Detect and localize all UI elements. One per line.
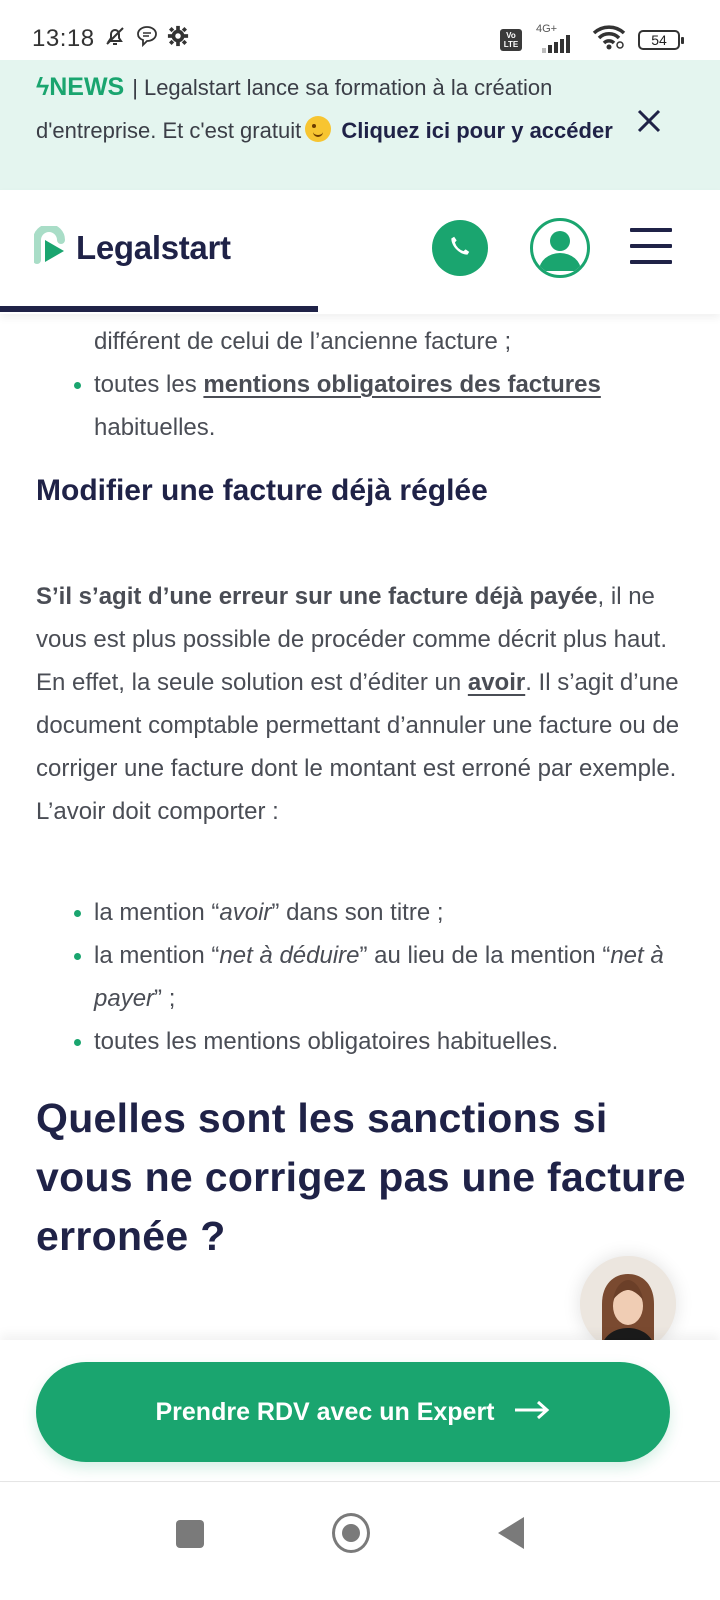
section-heading: Quelles sont les sanctions si vous ne corrigez pas une facture erronée ? — [36, 1095, 686, 1259]
logo[interactable] — [34, 226, 231, 269]
legalstart-logo-icon — [34, 226, 68, 269]
section-subheading: Modifier une facture déjà réglée — [36, 474, 488, 507]
back-icon[interactable] — [498, 1517, 524, 1549]
article-content — [36, 320, 686, 1266]
news-text: Legalstart lance sa formation à la création d'entreprise. Et c'est gratuit — [36, 75, 553, 143]
cta-bar — [0, 1340, 720, 1482]
avoir-link[interactable]: avoir — [467, 669, 526, 696]
volte-icon: Vo LTE — [500, 29, 522, 51]
system-navigation-bar — [0, 1483, 720, 1600]
book-appointment-button[interactable]: Prendre RDV avec un Expert — [36, 1362, 670, 1462]
list-continuation — [36, 320, 686, 449]
reading-progress-bar — [0, 306, 318, 312]
arrow-right-icon — [513, 1398, 551, 1427]
wink-emoji-icon — [305, 116, 331, 142]
battery-indicator: 54 — [638, 30, 680, 50]
settings-icon — [167, 25, 189, 52]
status-time: 13:18 — [32, 24, 95, 52]
news-banner[interactable] — [0, 60, 720, 190]
lightning-icon: ϟ — [36, 73, 50, 101]
cellular-signal-icon: 4G+ — [534, 27, 580, 53]
message-icon — [135, 24, 159, 53]
phone-icon — [447, 233, 473, 264]
close-icon[interactable] — [634, 106, 664, 136]
news-tag: ϟNEWS — [36, 73, 125, 101]
list-item: toutes les mentions obligatoires habituelles. — [36, 1020, 686, 1063]
list-item: différent de celui de l’ancienne facture ; — [94, 328, 512, 355]
home-icon[interactable] — [332, 1513, 370, 1553]
list-item: toutes les mentions obligatoires des factures habituelles. — [36, 363, 686, 449]
phone-button[interactable] — [432, 220, 488, 276]
list-item: la mention “avoir” dans son titre ; — [36, 891, 686, 934]
notifications-muted-icon — [103, 24, 127, 53]
recent-apps-icon[interactable] — [176, 1520, 204, 1548]
news-cta-link[interactable]: Cliquez ici pour y accéder — [341, 118, 613, 143]
advisor-avatar[interactable] — [580, 1256, 676, 1352]
avoir-requirements-list — [36, 891, 686, 1063]
hamburger-menu-icon[interactable] — [630, 228, 672, 264]
status-bar — [0, 0, 720, 60]
account-button[interactable] — [530, 218, 590, 278]
list-item: la mention “net à déduire” au lieu de la mention “net à payer” ; — [36, 934, 686, 1020]
wifi-icon — [592, 24, 626, 55]
news-separator: | — [132, 75, 138, 100]
mentions-obligatoires-link[interactable]: mentions obligatoires des factures — [203, 371, 601, 398]
site-header — [0, 190, 720, 314]
paragraph: S’il s’agit d’une erreur sur une facture déjà payée, il ne vous est plus possible de procéder comme décrit plus haut. En effet, la seule solution est d’éditer un avoir. Il s’agit d’une document comptable permettant d’annuler une facture ou de corriger une facture dont le montant est erroné par exemple. L’avoir doit comporter : — [36, 583, 680, 825]
user-icon — [533, 262, 587, 278]
logo-text: Legalstart — [76, 228, 231, 266]
